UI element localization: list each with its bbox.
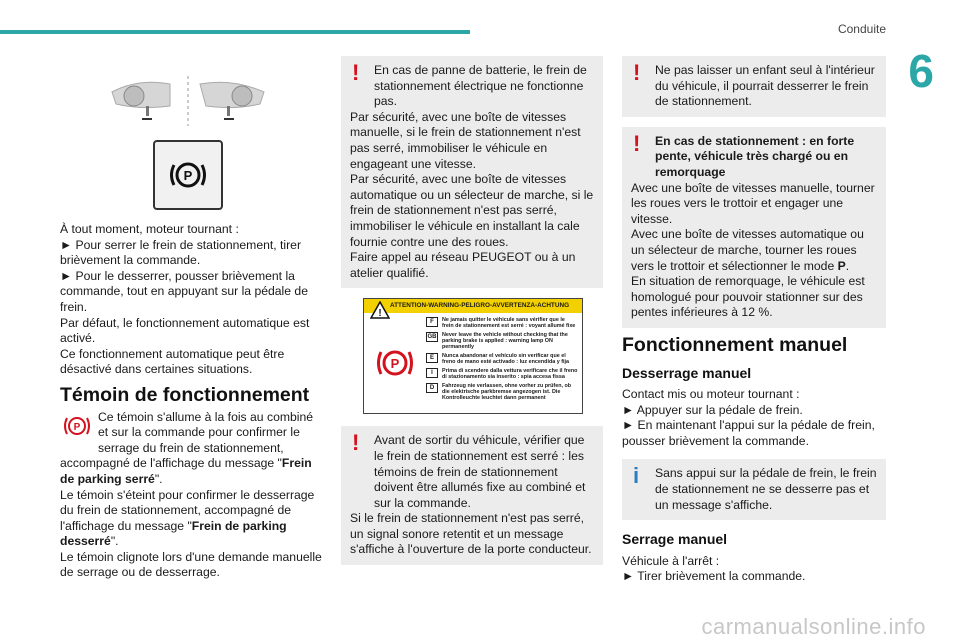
witness-block bbox=[60, 410, 322, 582]
column-1 bbox=[60, 60, 322, 581]
warning-sticker-illustration bbox=[363, 298, 583, 414]
warning-icon: ! bbox=[633, 60, 641, 85]
sticker-row: D Fahrzeug nie verlassen, ohne vorher zu prüfen, ob die elektrische parkbremse angezogen ist. Die Kontrolleuchte leuchtet dann permanent bbox=[426, 383, 578, 401]
column-3: ! Ne pas laisser un enfant seul à l'intérieur du véhicule, il pourrait desserrer le frein de stationnement. ! En cas de stationnement : en forte pente, véhicule très chargé ou en remorquage Avec une boîte de vitesses manuelle, tourner les roues vers le trottoir et engager une vitesse. Avec une boîte de vitesses automatique ou un sélecteur de marche, tourner les roues vers le trottoir et sélectionner le mode P. En situation de remorquage, le véhicule est homologué pour pouvoir stationner sur des pentes inférieures à 12 %. Fonctionnement manuel Desserrage manuel Contact mis ou moteur tournant : ► Appuyer sur la pédale de frein. ► En maintenant l'appui sur la pédale de frein, pousser brièvement la commande. i Sans appui sur la pédale de frein, le frein de stationnement ne se desserre pas et un message s'affiche. Serrage manuel Véhicule à l'arrêt : ► Tirer brièvement la commande. bbox=[622, 56, 886, 585]
info-note: i Sans appui sur la pédale de frein, le frein de stationnement ne se desserre pas et un message s'affiche. bbox=[622, 459, 886, 520]
warning-icon: ! bbox=[352, 430, 360, 456]
parking-brake-red-icon bbox=[374, 345, 416, 381]
warning-icon: ! bbox=[352, 60, 360, 85]
witness-paragraph: Ce témoin s'allume à la fois au combiné et sur la commande pour confirmer le serrage du frein de stationnement, accompagné de l'affichage du message "Frein de parking serré". bbox=[60, 409, 314, 486]
sticker-row: F Ne jamais quitter le véhicule sans vérifier que le frein de stationnement est serré : voyant allumé fixe bbox=[426, 317, 578, 329]
svg-text:P: P bbox=[390, 356, 400, 372]
svg-text:P: P bbox=[73, 421, 81, 433]
parking-brake-warning-icon bbox=[60, 410, 94, 442]
svg-text:!: ! bbox=[378, 308, 382, 320]
witness-paragraph: Le témoin s'éteint pour confirmer le desserrage du frein de stationnement, accompagné de l'affichage du message "Frein de parking desserré". bbox=[60, 487, 315, 549]
header-accent-bar bbox=[0, 30, 470, 34]
chapter-number: 6 bbox=[908, 45, 934, 97]
manual-heading: Fonctionnement manuel bbox=[622, 333, 848, 356]
parking-brake-control-illustration bbox=[153, 140, 223, 210]
warning-icon: ! bbox=[633, 130, 641, 156]
sticker-row: E Nunca abandonar el vehículo sin verificar que el freno de mano esté activado : luz encendida y fija bbox=[426, 353, 578, 365]
steering-wheel-icon bbox=[108, 70, 268, 130]
svg-text:P: P bbox=[183, 168, 193, 183]
intro-line: À tout moment, moteur tournant : bbox=[60, 222, 239, 236]
steering-wheels-illustration bbox=[108, 70, 268, 130]
witness-paragraph: Le témoin clignote lors d'une demande manuelle de serrage ou de desserrage. bbox=[60, 549, 322, 580]
sticker-row: GB Never leave the vehicle without checking that the parking brake is applied : warning lamp ON permanently bbox=[427, 332, 568, 351]
info-icon: i bbox=[633, 463, 640, 489]
intro-line: ► Pour serrer le frein de stationnement, tirer brièvement la commande. bbox=[60, 237, 302, 268]
manual-release-heading: Desserrage manuel bbox=[622, 364, 752, 381]
witness-heading: Témoin de fonctionnement bbox=[60, 383, 310, 406]
sticker-band: ATTENTION-WARNING-PELIGRO-AVVERTENZA-ACHTUNG bbox=[364, 299, 582, 313]
intro-line: ► Pour le desserrer, pousser brièvement la commande, tout en appuyant sur la pédale de frein. bbox=[60, 268, 308, 314]
sticker-row: I Prima di scendere dalla vettura verificare che il freno di stazionamento sia inserito : spia accesa fissa bbox=[426, 368, 578, 380]
exit-check-warning-note: ! Avant de sortir du véhicule, vérifier que le frein de stationnement est serré : les témoins de frein de stationnement doivent être allumés fixe au combiné et sur la commande. Si le frein de stationnement n'est pas serré, un signal sonore retentit et un message s'affiche à l'ouverture de la porte conducteur. bbox=[341, 426, 603, 565]
section-title: Conduite bbox=[837, 22, 886, 36]
slope-warning-note: ! En cas de stationnement : en forte pente, véhicule très chargé ou en remorquage Avec une boîte de vitesses manuelle, tourner les roues vers le trottoir et engager une vitesse. Avec une boîte de vitesses automatique ou un sélecteur de marche, tourner les roues vers le trottoir et sélectionner le mode P. En situation de remorquage, le véhicule est homologué pour pouvoir stationner sur des pentes inférieures à 12 %. bbox=[622, 127, 886, 328]
sticker-rows bbox=[426, 317, 578, 404]
child-warning-note: ! Ne pas laisser un enfant seul à l'intérieur du véhicule, il pourrait desserrer le frein de stationnement. bbox=[622, 56, 886, 117]
manual-apply-heading: Serrage manuel bbox=[622, 531, 728, 548]
intro-line: Par défaut, le fonctionnement automatique est activé. bbox=[60, 315, 310, 346]
parking-brake-icon bbox=[166, 157, 210, 193]
warning-triangle-icon bbox=[370, 301, 390, 319]
watermark: carmanualsonline.info bbox=[701, 614, 926, 639]
column-2 bbox=[341, 56, 603, 575]
battery-warning-note: ! En cas de panne de batterie, le frein de stationnement électrique ne fonctionne pas. Par sécurité, avec une boîte de vitesses manuelle, si le frein de stationnement n'est pas serré, immobiliser le véhicule en engageant une vitesse. Par sécurité, avec une boîte de vitesses automatique ou un sélecteur de marche, si le frein de stationnement n'est pas serré, immobiliser le véhicule en installant la cale fournie contre une des roues. Faire appel au réseau PEUGEOT ou à un atelier qualifié. bbox=[341, 56, 603, 288]
intro-line: Ce fonctionnement automatique peut être désactivé dans certaines situations. bbox=[60, 346, 285, 377]
